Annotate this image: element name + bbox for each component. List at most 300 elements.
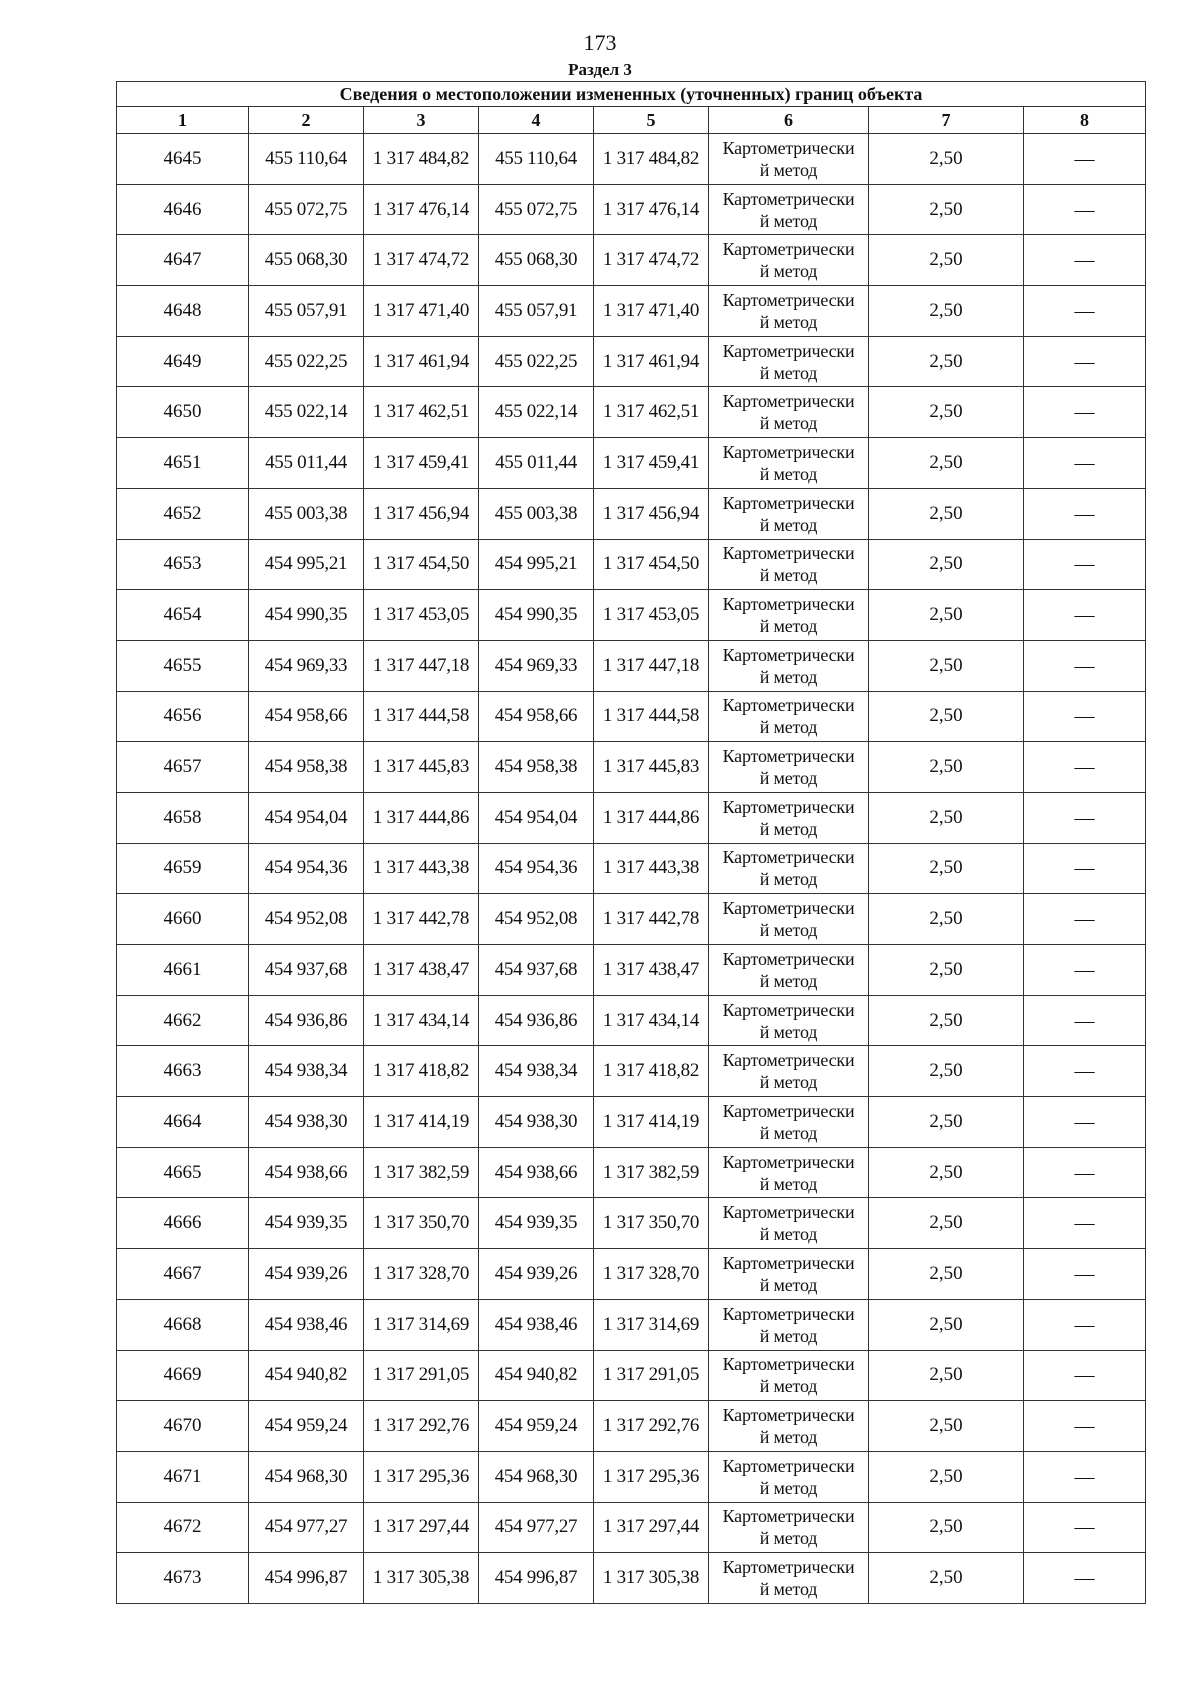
existing-x-cell: 454 938,34 (249, 1046, 364, 1097)
method-line: Картометрически (722, 391, 855, 412)
table-row (117, 1553, 1146, 1604)
note-cell: — (1024, 488, 1146, 539)
method-cell (709, 1451, 869, 1502)
point-number-cell: 4648 (117, 286, 249, 337)
method-cell (709, 1249, 869, 1300)
table-row (117, 387, 1146, 438)
method-line: Картометрически (722, 1506, 855, 1527)
table-row (117, 1046, 1146, 1097)
accuracy-cell: 2,50 (869, 1502, 1024, 1553)
note-cell: — (1024, 1553, 1146, 1604)
accuracy-cell: 2,50 (869, 1198, 1024, 1249)
table-row (117, 1401, 1146, 1452)
point-number-cell: 4663 (117, 1046, 249, 1097)
existing-y-cell: 1 317 314,69 (364, 1299, 479, 1350)
point-number-cell: 4654 (117, 590, 249, 641)
accuracy-cell: 2,50 (869, 1401, 1024, 1452)
table-caption-row (117, 82, 1146, 107)
existing-x-cell: 455 011,44 (249, 438, 364, 489)
new-y-cell: 1 317 350,70 (594, 1198, 709, 1249)
method-cell (709, 640, 869, 691)
point-number-cell: 4664 (117, 1097, 249, 1148)
method-cell (709, 894, 869, 945)
existing-x-cell: 454 940,82 (249, 1350, 364, 1401)
method-line: Картометрически (722, 441, 855, 462)
method-line: й метод (759, 210, 818, 231)
existing-y-cell: 1 317 444,58 (364, 691, 479, 742)
note-cell: — (1024, 235, 1146, 286)
point-number-cell: 4651 (117, 438, 249, 489)
new-x-cell: 454 940,82 (479, 1350, 594, 1401)
existing-y-cell: 1 317 305,38 (364, 1553, 479, 1604)
existing-y-cell: 1 317 445,83 (364, 742, 479, 793)
new-x-cell: 455 068,30 (479, 235, 594, 286)
table-row (117, 640, 1146, 691)
note-cell: — (1024, 640, 1146, 691)
new-y-cell: 1 317 484,82 (594, 134, 709, 185)
method-line: й метод (759, 1122, 818, 1143)
method-line: й метод (759, 1173, 818, 1194)
accuracy-cell: 2,50 (869, 742, 1024, 793)
method-line: Картометрически (722, 1405, 855, 1426)
existing-x-cell: 454 937,68 (249, 945, 364, 996)
table-row (117, 134, 1146, 185)
method-line: й метод (759, 768, 818, 789)
new-y-cell: 1 317 447,18 (594, 640, 709, 691)
method-line: Картометрически (722, 137, 855, 158)
existing-y-cell: 1 317 297,44 (364, 1502, 479, 1553)
new-x-cell: 454 995,21 (479, 539, 594, 590)
new-x-cell: 454 936,86 (479, 995, 594, 1046)
method-line: й метод (759, 1274, 818, 1295)
new-y-cell: 1 317 459,41 (594, 438, 709, 489)
method-cell (709, 1401, 869, 1452)
method-line: Картометрически (722, 492, 855, 513)
new-x-cell: 454 937,68 (479, 945, 594, 996)
existing-y-cell: 1 317 382,59 (364, 1147, 479, 1198)
new-y-cell: 1 317 474,72 (594, 235, 709, 286)
new-x-cell: 454 938,66 (479, 1147, 594, 1198)
method-line: й метод (759, 616, 818, 637)
note-cell: — (1024, 945, 1146, 996)
note-cell: — (1024, 336, 1146, 387)
method-line: й метод (759, 261, 818, 282)
column-number-5: 5 (594, 107, 709, 134)
existing-x-cell: 455 057,91 (249, 286, 364, 337)
new-y-cell: 1 317 297,44 (594, 1502, 709, 1553)
method-cell (709, 488, 869, 539)
method-cell (709, 235, 869, 286)
existing-x-cell: 455 003,38 (249, 488, 364, 539)
new-x-cell: 454 954,36 (479, 843, 594, 894)
new-x-cell: 454 958,66 (479, 691, 594, 742)
table-row (117, 1451, 1146, 1502)
column-number-7: 7 (869, 107, 1024, 134)
method-line: Картометрически (722, 1455, 855, 1476)
new-y-cell: 1 317 476,14 (594, 184, 709, 235)
new-y-cell: 1 317 414,19 (594, 1097, 709, 1148)
table-row (117, 1502, 1146, 1553)
note-cell: — (1024, 1350, 1146, 1401)
new-x-cell: 454 938,46 (479, 1299, 594, 1350)
existing-y-cell: 1 317 442,78 (364, 894, 479, 945)
table-row (117, 184, 1146, 235)
accuracy-cell: 2,50 (869, 1553, 1024, 1604)
table-row (117, 792, 1146, 843)
point-number-cell: 4652 (117, 488, 249, 539)
table-row (117, 438, 1146, 489)
accuracy-cell: 2,50 (869, 894, 1024, 945)
method-line: й метод (759, 1427, 818, 1448)
new-y-cell: 1 317 434,14 (594, 995, 709, 1046)
point-number-cell: 4660 (117, 894, 249, 945)
existing-x-cell: 454 952,08 (249, 894, 364, 945)
accuracy-cell: 2,50 (869, 438, 1024, 489)
point-number-cell: 4661 (117, 945, 249, 996)
new-y-cell: 1 317 314,69 (594, 1299, 709, 1350)
point-number-cell: 4666 (117, 1198, 249, 1249)
note-cell: — (1024, 1299, 1146, 1350)
method-cell (709, 134, 869, 185)
existing-y-cell: 1 317 456,94 (364, 488, 479, 539)
point-number-cell: 4665 (117, 1147, 249, 1198)
method-line: й метод (759, 1224, 818, 1245)
existing-x-cell: 454 969,33 (249, 640, 364, 691)
note-cell: — (1024, 1249, 1146, 1300)
accuracy-cell: 2,50 (869, 1249, 1024, 1300)
method-line: Картометрически (722, 188, 855, 209)
new-y-cell: 1 317 382,59 (594, 1147, 709, 1198)
point-number-cell: 4650 (117, 387, 249, 438)
method-line: й метод (759, 920, 818, 941)
point-number-cell: 4670 (117, 1401, 249, 1452)
new-x-cell: 454 954,04 (479, 792, 594, 843)
method-cell (709, 539, 869, 590)
method-cell (709, 438, 869, 489)
new-x-cell: 455 011,44 (479, 438, 594, 489)
column-number-3: 3 (364, 107, 479, 134)
point-number-cell: 4647 (117, 235, 249, 286)
method-line: й метод (759, 666, 818, 687)
section-title: Раздел 3 (568, 60, 632, 79)
table-row (117, 336, 1146, 387)
method-line: Картометрически (722, 847, 855, 868)
existing-x-cell: 455 068,30 (249, 235, 364, 286)
new-y-cell: 1 317 444,86 (594, 792, 709, 843)
method-line: Картометрически (722, 746, 855, 767)
new-x-cell: 454 977,27 (479, 1502, 594, 1553)
method-cell (709, 1502, 869, 1553)
new-y-cell: 1 317 295,36 (594, 1451, 709, 1502)
new-x-cell: 454 959,24 (479, 1401, 594, 1452)
method-line: й метод (759, 1579, 818, 1600)
method-line: Картометрически (722, 644, 855, 665)
table-row (117, 1198, 1146, 1249)
existing-x-cell: 454 995,21 (249, 539, 364, 590)
method-line: й метод (759, 1528, 818, 1549)
existing-y-cell: 1 317 471,40 (364, 286, 479, 337)
point-number-cell: 4658 (117, 792, 249, 843)
existing-y-cell: 1 317 459,41 (364, 438, 479, 489)
point-number-cell: 4669 (117, 1350, 249, 1401)
table-row (117, 1350, 1146, 1401)
note-cell: — (1024, 539, 1146, 590)
method-line: Картометрически (722, 948, 855, 969)
method-line: й метод (759, 869, 818, 890)
table-row (117, 235, 1146, 286)
method-line: Картометрически (722, 1557, 855, 1578)
note-cell: — (1024, 286, 1146, 337)
point-number-cell: 4662 (117, 995, 249, 1046)
point-number-cell: 4672 (117, 1502, 249, 1553)
new-x-cell: 454 996,87 (479, 1553, 594, 1604)
existing-y-cell: 1 317 414,19 (364, 1097, 479, 1148)
point-number-cell: 4655 (117, 640, 249, 691)
accuracy-cell: 2,50 (869, 1147, 1024, 1198)
method-line: й метод (759, 1376, 818, 1397)
accuracy-cell: 2,50 (869, 640, 1024, 691)
existing-y-cell: 1 317 454,50 (364, 539, 479, 590)
method-line: Картометрически (722, 239, 855, 260)
accuracy-cell: 2,50 (869, 1451, 1024, 1502)
method-cell (709, 1350, 869, 1401)
method-line: Картометрически (722, 1050, 855, 1071)
table-row (117, 1147, 1146, 1198)
new-y-cell: 1 317 438,47 (594, 945, 709, 996)
new-y-cell: 1 317 456,94 (594, 488, 709, 539)
method-line: й метод (759, 1021, 818, 1042)
new-x-cell: 454 969,33 (479, 640, 594, 691)
point-number-cell: 4653 (117, 539, 249, 590)
note-cell: — (1024, 1401, 1146, 1452)
new-y-cell: 1 317 292,76 (594, 1401, 709, 1452)
new-y-cell: 1 317 328,70 (594, 1249, 709, 1300)
table-row (117, 539, 1146, 590)
new-x-cell: 454 958,38 (479, 742, 594, 793)
existing-x-cell: 454 939,26 (249, 1249, 364, 1300)
existing-x-cell: 455 110,64 (249, 134, 364, 185)
existing-y-cell: 1 317 295,36 (364, 1451, 479, 1502)
existing-y-cell: 1 317 434,14 (364, 995, 479, 1046)
table-row (117, 945, 1146, 996)
method-line: Картометрически (722, 1252, 855, 1273)
method-line: Картометрически (722, 695, 855, 716)
point-number-cell: 4659 (117, 843, 249, 894)
method-cell (709, 995, 869, 1046)
table-row (117, 894, 1146, 945)
new-y-cell: 1 317 291,05 (594, 1350, 709, 1401)
new-x-cell: 455 003,38 (479, 488, 594, 539)
accuracy-cell: 2,50 (869, 1350, 1024, 1401)
note-cell: — (1024, 742, 1146, 793)
existing-y-cell: 1 317 447,18 (364, 640, 479, 691)
accuracy-cell: 2,50 (869, 590, 1024, 641)
method-cell (709, 590, 869, 641)
existing-y-cell: 1 317 484,82 (364, 134, 479, 185)
method-cell (709, 843, 869, 894)
point-number-cell: 4646 (117, 184, 249, 235)
note-cell: — (1024, 995, 1146, 1046)
page-number: 173 (583, 30, 617, 55)
new-x-cell: 454 939,35 (479, 1198, 594, 1249)
column-number-6: 6 (709, 107, 869, 134)
point-number-cell: 4649 (117, 336, 249, 387)
new-x-cell: 454 938,34 (479, 1046, 594, 1097)
existing-y-cell: 1 317 444,86 (364, 792, 479, 843)
existing-x-cell: 454 996,87 (249, 1553, 364, 1604)
new-x-cell: 454 938,30 (479, 1097, 594, 1148)
existing-x-cell: 455 022,25 (249, 336, 364, 387)
table-row (117, 742, 1146, 793)
accuracy-cell: 2,50 (869, 286, 1024, 337)
new-x-cell: 455 110,64 (479, 134, 594, 185)
method-cell (709, 387, 869, 438)
existing-y-cell: 1 317 291,05 (364, 1350, 479, 1401)
method-line: Картометрически (722, 999, 855, 1020)
method-cell (709, 1299, 869, 1350)
method-line: й метод (759, 514, 818, 535)
existing-x-cell: 454 977,27 (249, 1502, 364, 1553)
table-row (117, 488, 1146, 539)
method-line: Картометрически (722, 594, 855, 615)
note-cell: — (1024, 387, 1146, 438)
note-cell: — (1024, 1198, 1146, 1249)
note-cell: — (1024, 792, 1146, 843)
note-cell: — (1024, 1502, 1146, 1553)
new-x-cell: 454 952,08 (479, 894, 594, 945)
method-line: й метод (759, 717, 818, 738)
note-cell: — (1024, 691, 1146, 742)
method-line: Картометрически (722, 1354, 855, 1375)
method-line: Картометрически (722, 1151, 855, 1172)
method-cell (709, 1198, 869, 1249)
method-cell (709, 336, 869, 387)
method-cell (709, 945, 869, 996)
new-y-cell: 1 317 418,82 (594, 1046, 709, 1097)
method-cell (709, 286, 869, 337)
method-line: Картометрически (722, 898, 855, 919)
new-y-cell: 1 317 462,51 (594, 387, 709, 438)
new-x-cell: 454 939,26 (479, 1249, 594, 1300)
note-cell: — (1024, 438, 1146, 489)
note-cell: — (1024, 894, 1146, 945)
method-line: й метод (759, 463, 818, 484)
accuracy-cell: 2,50 (869, 1046, 1024, 1097)
existing-y-cell: 1 317 438,47 (364, 945, 479, 996)
accuracy-cell: 2,50 (869, 1097, 1024, 1148)
existing-x-cell: 454 954,04 (249, 792, 364, 843)
existing-y-cell: 1 317 476,14 (364, 184, 479, 235)
method-line: й метод (759, 311, 818, 332)
method-line: Картометрически (722, 340, 855, 361)
existing-y-cell: 1 317 350,70 (364, 1198, 479, 1249)
method-cell (709, 691, 869, 742)
method-line: Картометрически (722, 543, 855, 564)
existing-y-cell: 1 317 453,05 (364, 590, 479, 641)
note-cell: — (1024, 134, 1146, 185)
column-number-row (117, 107, 1146, 134)
column-number-1: 1 (117, 107, 249, 134)
table-body (117, 134, 1146, 1604)
method-line: й метод (759, 159, 818, 180)
new-x-cell: 454 968,30 (479, 1451, 594, 1502)
new-x-cell: 454 990,35 (479, 590, 594, 641)
column-number-4: 4 (479, 107, 594, 134)
method-line: й метод (759, 1072, 818, 1093)
method-line: й метод (759, 818, 818, 839)
existing-x-cell: 454 938,66 (249, 1147, 364, 1198)
table-row (117, 1097, 1146, 1148)
existing-x-cell: 454 959,24 (249, 1401, 364, 1452)
accuracy-cell: 2,50 (869, 134, 1024, 185)
new-x-cell: 455 022,14 (479, 387, 594, 438)
method-line: й метод (759, 565, 818, 586)
accuracy-cell: 2,50 (869, 691, 1024, 742)
method-cell (709, 792, 869, 843)
table-row (117, 1249, 1146, 1300)
accuracy-cell: 2,50 (869, 1299, 1024, 1350)
existing-y-cell: 1 317 461,94 (364, 336, 479, 387)
method-cell (709, 1553, 869, 1604)
method-line: й метод (759, 1325, 818, 1346)
note-cell: — (1024, 184, 1146, 235)
new-y-cell: 1 317 445,83 (594, 742, 709, 793)
note-cell: — (1024, 843, 1146, 894)
new-x-cell: 455 072,75 (479, 184, 594, 235)
new-y-cell: 1 317 443,38 (594, 843, 709, 894)
existing-x-cell: 454 968,30 (249, 1451, 364, 1502)
column-number-8: 8 (1024, 107, 1146, 134)
point-number-cell: 4671 (117, 1451, 249, 1502)
note-cell: — (1024, 1147, 1146, 1198)
existing-x-cell: 454 958,38 (249, 742, 364, 793)
table-row (117, 843, 1146, 894)
note-cell: — (1024, 590, 1146, 641)
method-cell (709, 1046, 869, 1097)
new-y-cell: 1 317 305,38 (594, 1553, 709, 1604)
existing-y-cell: 1 317 418,82 (364, 1046, 479, 1097)
accuracy-cell: 2,50 (869, 387, 1024, 438)
new-x-cell: 455 057,91 (479, 286, 594, 337)
accuracy-cell: 2,50 (869, 945, 1024, 996)
accuracy-cell: 2,50 (869, 843, 1024, 894)
method-line: й метод (759, 1477, 818, 1498)
existing-x-cell: 455 072,75 (249, 184, 364, 235)
accuracy-cell: 2,50 (869, 995, 1024, 1046)
note-cell: — (1024, 1097, 1146, 1148)
existing-x-cell: 455 022,14 (249, 387, 364, 438)
point-number-cell: 4673 (117, 1553, 249, 1604)
existing-y-cell: 1 317 292,76 (364, 1401, 479, 1452)
table-row (117, 286, 1146, 337)
point-number-cell: 4657 (117, 742, 249, 793)
table-row (117, 691, 1146, 742)
existing-x-cell: 454 938,46 (249, 1299, 364, 1350)
new-y-cell: 1 317 454,50 (594, 539, 709, 590)
method-line: Картометрически (722, 1202, 855, 1223)
existing-x-cell: 454 936,86 (249, 995, 364, 1046)
table-caption: Сведения о местоположении измененных (уточненных) границ объекта (117, 82, 1146, 107)
existing-y-cell: 1 317 328,70 (364, 1249, 479, 1300)
existing-x-cell: 454 990,35 (249, 590, 364, 641)
method-line: Картометрически (722, 1303, 855, 1324)
point-number-cell: 4667 (117, 1249, 249, 1300)
existing-x-cell: 454 939,35 (249, 1198, 364, 1249)
accuracy-cell: 2,50 (869, 184, 1024, 235)
existing-y-cell: 1 317 462,51 (364, 387, 479, 438)
method-line: й метод (759, 970, 818, 991)
existing-x-cell: 454 958,66 (249, 691, 364, 742)
